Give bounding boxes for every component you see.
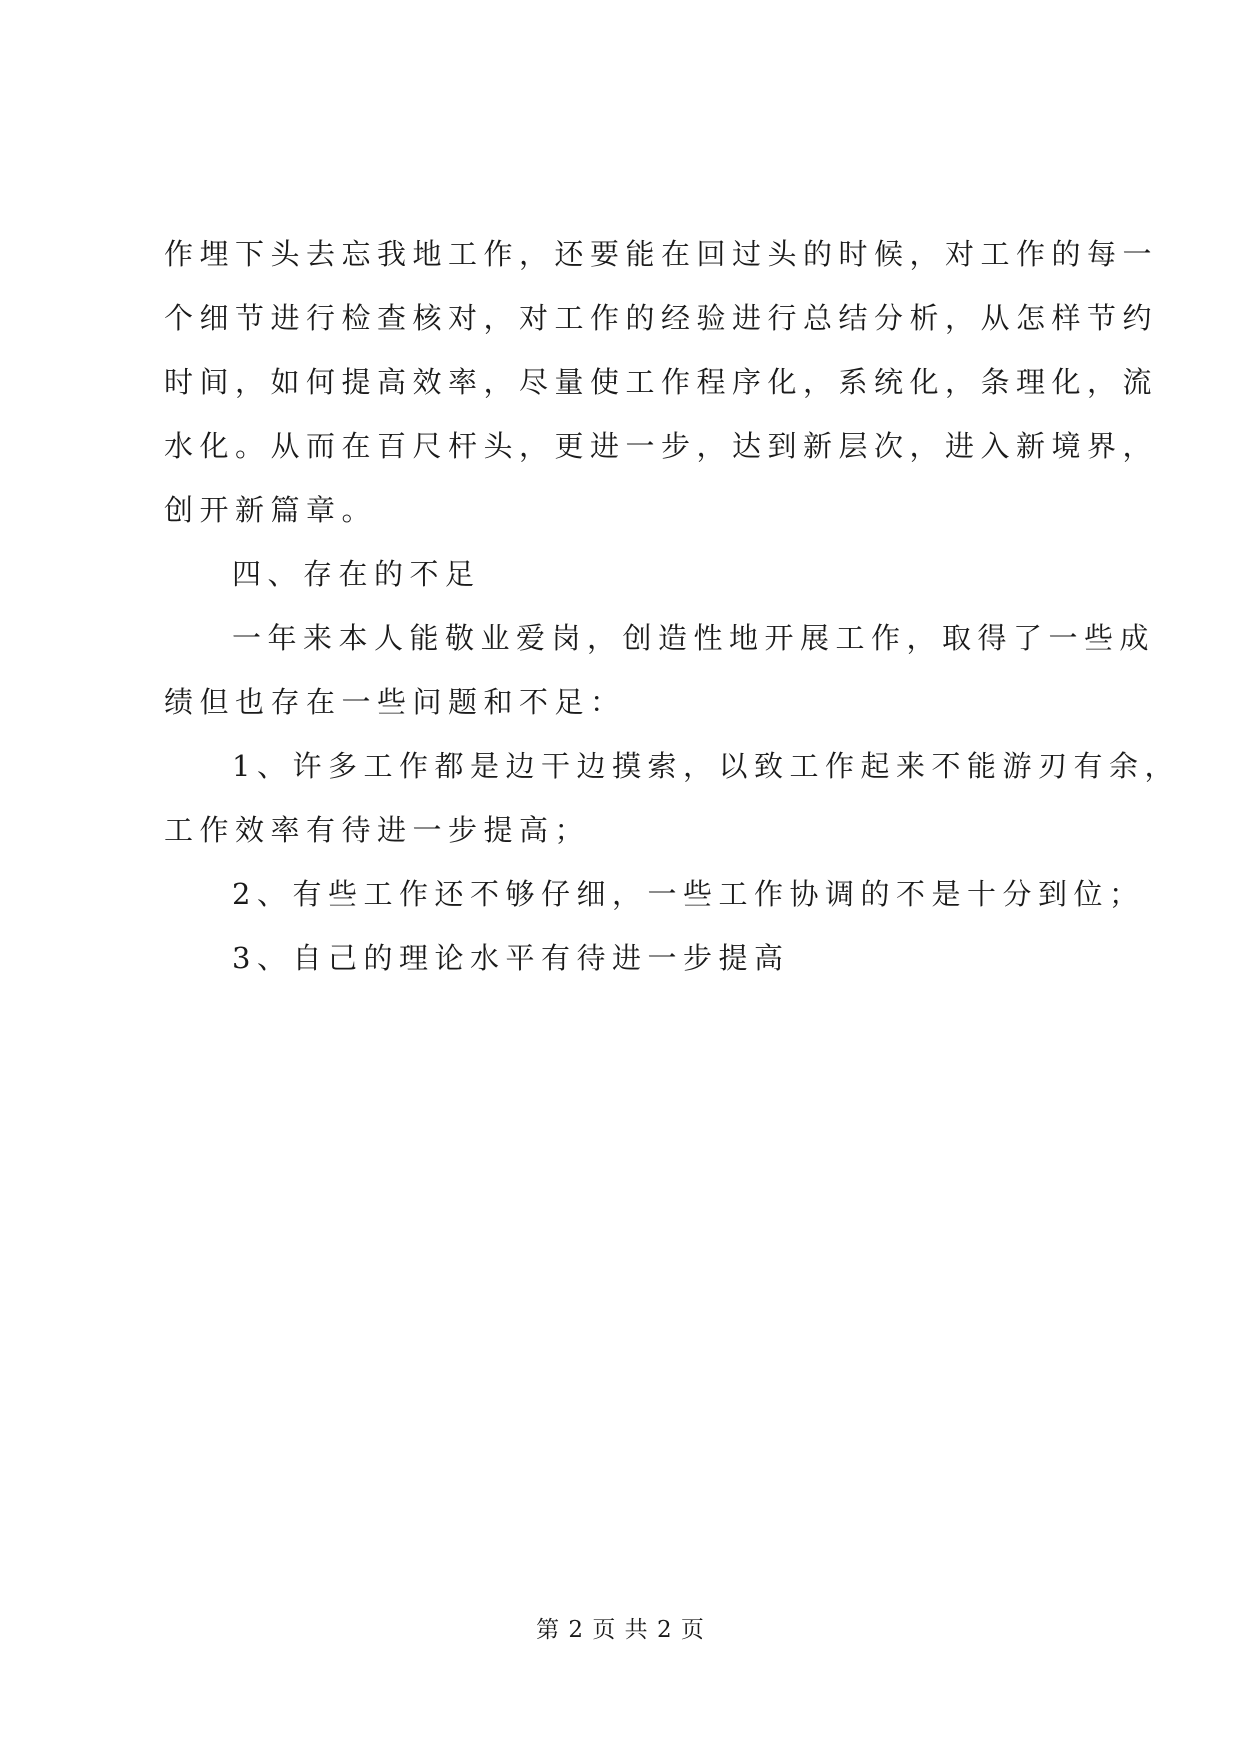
text-line: 个细节进行检查核对，对工作的经验进行总结分析，从怎样节约 (164, 301, 1159, 335)
list-item: 2、有些工作还不够仔细，一些工作协调的不是十分到位； (232, 877, 1145, 911)
document-body (164, 222, 1180, 990)
page-number-footer: 第 2 页 共 2 页 (536, 1617, 705, 1643)
text-line: 创开新篇章。 (164, 493, 378, 527)
section-heading: 四、存在的不足 (232, 557, 481, 591)
text-line: 绩但也存在一些问题和不足： (164, 685, 626, 719)
text-line: 作埋下头去忘我地工作，还要能在回过头的时候，对工作的每一 (164, 237, 1159, 271)
text-line: 水化。从而在百尺杆头，更进一步，达到新层次，进入新境界， (164, 429, 1159, 463)
text-line: 工作效率有待进一步提高； (164, 813, 591, 847)
text-line: 时间，如何提高效率，尽量使工作程序化，系统化，条理化，流 (164, 365, 1159, 399)
list-item: 3、自己的理论水平有待进一步提高 (232, 941, 790, 975)
list-item: 1、许多工作都是边干边摸索，以致工作起来不能游刃有余， (232, 749, 1180, 783)
text-line: 一年来本人能敬业爱岗，创造性地开展工作，取得了一些成 (232, 621, 1156, 655)
